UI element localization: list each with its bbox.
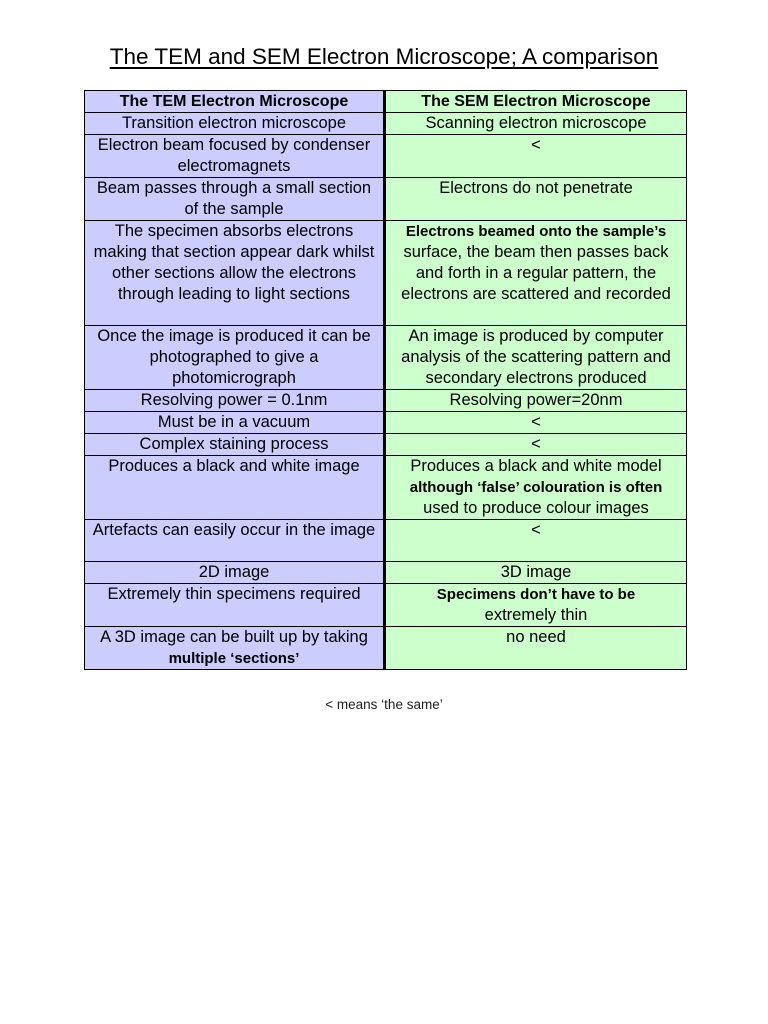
tem-cell: 2D image xyxy=(85,562,385,584)
tem-cell: Artefacts can easily occur in the image xyxy=(85,520,385,562)
sem-cell-text: surface, the beam then passes back and forth in a regular pattern, the electrons are scattered and recorded xyxy=(401,243,671,303)
tem-cell: Beam passes through a small section of the sample xyxy=(85,178,385,221)
sem-cell: An image is produced by computer analysis of the scattering pattern and secondary electrons produced xyxy=(385,326,687,390)
sem-cell xyxy=(385,584,687,627)
sem-cell: < xyxy=(385,135,687,178)
tem-cell: Electron beam focused by condenser electromagnets xyxy=(85,135,385,178)
table-header-row xyxy=(85,91,687,113)
sem-cell: Resolving power=20nm xyxy=(385,390,687,412)
table-row xyxy=(85,627,687,670)
sem-cell xyxy=(385,221,687,326)
tem-cell: Complex staining process xyxy=(85,434,385,456)
sem-cell: < xyxy=(385,412,687,434)
tem-cell: Once the image is produced it can be photographed to give a photomicrograph xyxy=(85,326,385,390)
sem-cell-bold-text: although ‘false’ colouration is often xyxy=(409,479,663,496)
sem-cell-bold-text: Specimens don’t have to be xyxy=(436,586,636,603)
table-row xyxy=(85,326,687,390)
tem-cell-bold-text: multiple ‘sections’ xyxy=(168,650,300,667)
comparison-table xyxy=(84,90,687,670)
table-row xyxy=(85,412,687,434)
tem-cell: Resolving power = 0.1nm xyxy=(85,390,385,412)
sem-cell: Electrons do not penetrate xyxy=(385,178,687,221)
table-row xyxy=(85,390,687,412)
sem-cell: < xyxy=(385,520,687,562)
sem-cell-tail-text: used to produce colour images xyxy=(423,499,649,517)
tem-cell: The specimen absorbs electrons making that section appear dark whilst other sections allow the electrons through leading to light sections xyxy=(85,221,385,326)
sem-cell xyxy=(385,456,687,520)
tem-cell: Extremely thin specimens required xyxy=(85,584,385,627)
tem-cell: Transition electron microscope xyxy=(85,113,385,135)
header-tem: The TEM Electron Microscope xyxy=(85,91,385,113)
table-row xyxy=(85,520,687,562)
tem-cell-text: A 3D image can be built up by taking xyxy=(100,628,368,646)
table-row xyxy=(85,113,687,135)
table-row xyxy=(85,221,687,326)
table-row xyxy=(85,178,687,221)
sem-cell-text: extremely thin xyxy=(484,606,588,624)
table-row xyxy=(85,562,687,584)
sem-cell: 3D image xyxy=(385,562,687,584)
table-row xyxy=(85,135,687,178)
tem-cell xyxy=(85,627,385,670)
sem-cell-bold-text: Electrons beamed onto the sample’s xyxy=(405,223,667,240)
page-title: The TEM and SEM Electron Microscope; A comparison xyxy=(109,44,659,69)
sem-cell: < xyxy=(385,434,687,456)
table-row xyxy=(85,456,687,520)
table-row xyxy=(85,434,687,456)
table-row xyxy=(85,584,687,627)
tem-cell: Must be in a vacuum xyxy=(85,412,385,434)
header-sem: The SEM Electron Microscope xyxy=(385,91,687,113)
tem-cell: Produces a black and white image xyxy=(85,456,385,520)
sem-cell-text: Produces a black and white model xyxy=(410,457,662,475)
sem-cell: Scanning electron microscope xyxy=(385,113,687,135)
sem-cell: no need xyxy=(385,627,687,670)
legend-note: < means ‘the same’ xyxy=(325,697,443,712)
